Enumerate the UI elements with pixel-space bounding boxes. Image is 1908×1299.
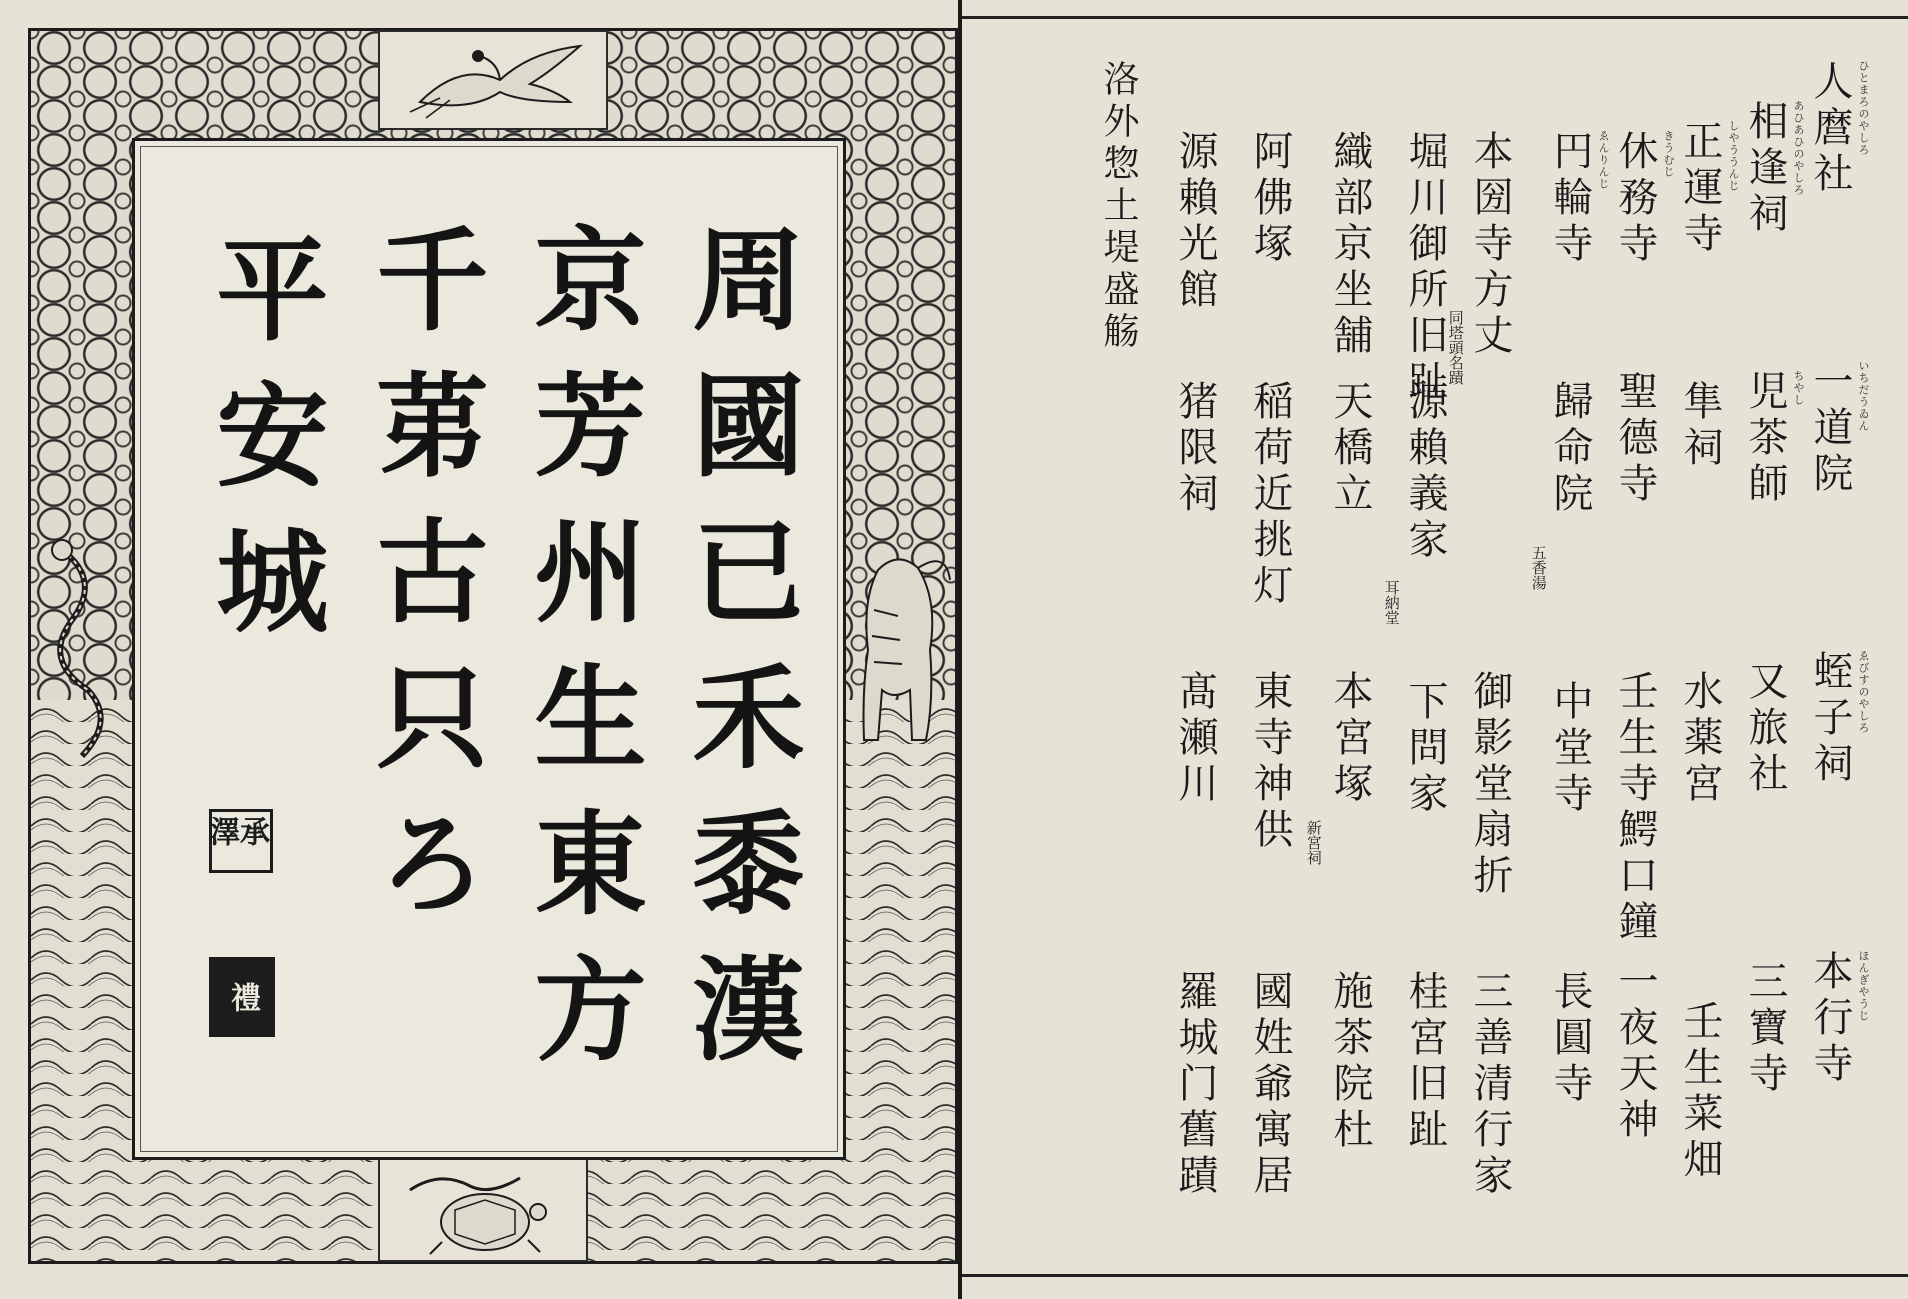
index-entry: 御影堂扇折 bbox=[1467, 670, 1513, 900]
crane-icon bbox=[380, 32, 606, 128]
title-panel bbox=[132, 138, 846, 1160]
index-entry: 猪限祠 bbox=[1172, 380, 1218, 518]
index-note: 同塔頭名蹟 bbox=[1446, 310, 1465, 385]
furigana: あひあひのやしろ bbox=[1792, 100, 1805, 196]
furigana: ちやし bbox=[1792, 370, 1805, 406]
index-entry: 羅城门舊蹟 bbox=[1172, 970, 1218, 1200]
calligraphy-column-3: 千苐古只ろ bbox=[358, 221, 489, 951]
index-entry: 長圓寺 bbox=[1547, 970, 1593, 1108]
index-entry: 中堂寺 bbox=[1547, 680, 1593, 818]
furigana: きうむじ bbox=[1662, 130, 1675, 178]
index-entry: 洛外惣土堤盛觞 bbox=[1098, 60, 1139, 354]
index-entry: 稲荷近挑灯 bbox=[1247, 380, 1293, 610]
calligraphy-column-4: 平安城 bbox=[198, 231, 329, 669]
furigana: ほんぎやうじ bbox=[1857, 950, 1870, 1022]
bottom-rule bbox=[962, 1274, 1908, 1277]
index-entry: 人麿社 bbox=[1807, 60, 1853, 198]
index-entry: 三寶寺 bbox=[1742, 960, 1788, 1098]
index-entry: 阿佛塚 bbox=[1247, 130, 1293, 268]
tortoise-vignette bbox=[378, 1158, 588, 1262]
index-entry: 隼祠 bbox=[1677, 380, 1723, 472]
book-spine bbox=[958, 0, 962, 1299]
index-entry: 本宮塚 bbox=[1327, 670, 1373, 808]
index-entry: 相逢祠 bbox=[1742, 100, 1788, 238]
tortoise-snake-icon bbox=[380, 1160, 586, 1260]
index-entry: 源賴光館 bbox=[1172, 130, 1218, 314]
index-entry: 歸命院 bbox=[1547, 380, 1593, 518]
index-entry: 國姓爺寓居 bbox=[1247, 970, 1293, 1200]
place-index bbox=[1000, 50, 1880, 1250]
index-entry: 聖德寺 bbox=[1612, 370, 1658, 508]
index-entry: 正運寺 bbox=[1677, 120, 1723, 258]
index-note: 新宮祠 bbox=[1304, 820, 1323, 865]
dragon-icon bbox=[32, 530, 128, 770]
calligraphy-column-2: 京芳州生東方 bbox=[516, 221, 647, 1097]
seal-stamp-2: 禮 bbox=[209, 957, 275, 1037]
index-entry: 施茶院杜 bbox=[1327, 970, 1373, 1154]
index-entry: 一道院 bbox=[1807, 360, 1853, 498]
index-note: 耳納堂 bbox=[1382, 580, 1401, 625]
furigana: ゑびすのやしろ bbox=[1857, 650, 1870, 734]
calligraphy-column-1: 周國已禾黍漢 bbox=[674, 221, 805, 1097]
index-entry: 堀川御所旧趾 bbox=[1402, 130, 1448, 406]
index-entry: 壬生菜畑 bbox=[1677, 1000, 1723, 1184]
index-entry: 又旅社 bbox=[1742, 660, 1788, 798]
index-entry: 源賴義家 bbox=[1402, 380, 1448, 564]
furigana: ゑんりんじ bbox=[1597, 130, 1610, 190]
furigana: いちだうゐん bbox=[1857, 360, 1870, 432]
index-entry: 蛭子祠 bbox=[1807, 650, 1853, 788]
furigana: ひとまろのやしろ bbox=[1857, 60, 1870, 156]
index-entry: 児茶師 bbox=[1742, 370, 1788, 508]
tiger-vignette bbox=[838, 540, 956, 760]
index-entry: 水薬宮 bbox=[1677, 670, 1723, 808]
crane-vignette bbox=[378, 30, 608, 130]
seal-stamp-1: 承澤 bbox=[209, 809, 273, 873]
index-entry: 円輪寺 bbox=[1547, 130, 1593, 268]
index-entry: 三善清行家 bbox=[1467, 970, 1513, 1200]
index-entry: 下問家 bbox=[1402, 680, 1448, 818]
index-entry: 本圀寺方丈 bbox=[1467, 130, 1513, 360]
index-entry: 天橋立 bbox=[1327, 380, 1373, 518]
index-entry: 織部京坐舗 bbox=[1327, 130, 1373, 360]
tiger-icon bbox=[838, 540, 956, 760]
index-entry: 壬生寺鰐口鐘 bbox=[1612, 670, 1658, 946]
index-entry: 髙瀬川 bbox=[1172, 670, 1218, 808]
furigana: しやううんじ bbox=[1727, 120, 1740, 192]
index-entry: 一夜天神 bbox=[1612, 960, 1658, 1144]
dragon-vignette bbox=[32, 530, 128, 770]
index-entry: 本行寺 bbox=[1807, 950, 1853, 1088]
index-entry: 東寺神供 bbox=[1247, 670, 1293, 854]
top-rule bbox=[962, 16, 1908, 19]
index-note: 五香湯 bbox=[1529, 545, 1548, 590]
index-entry: 桂宮旧趾 bbox=[1402, 970, 1448, 1154]
index-entry: 休務寺 bbox=[1612, 130, 1658, 268]
